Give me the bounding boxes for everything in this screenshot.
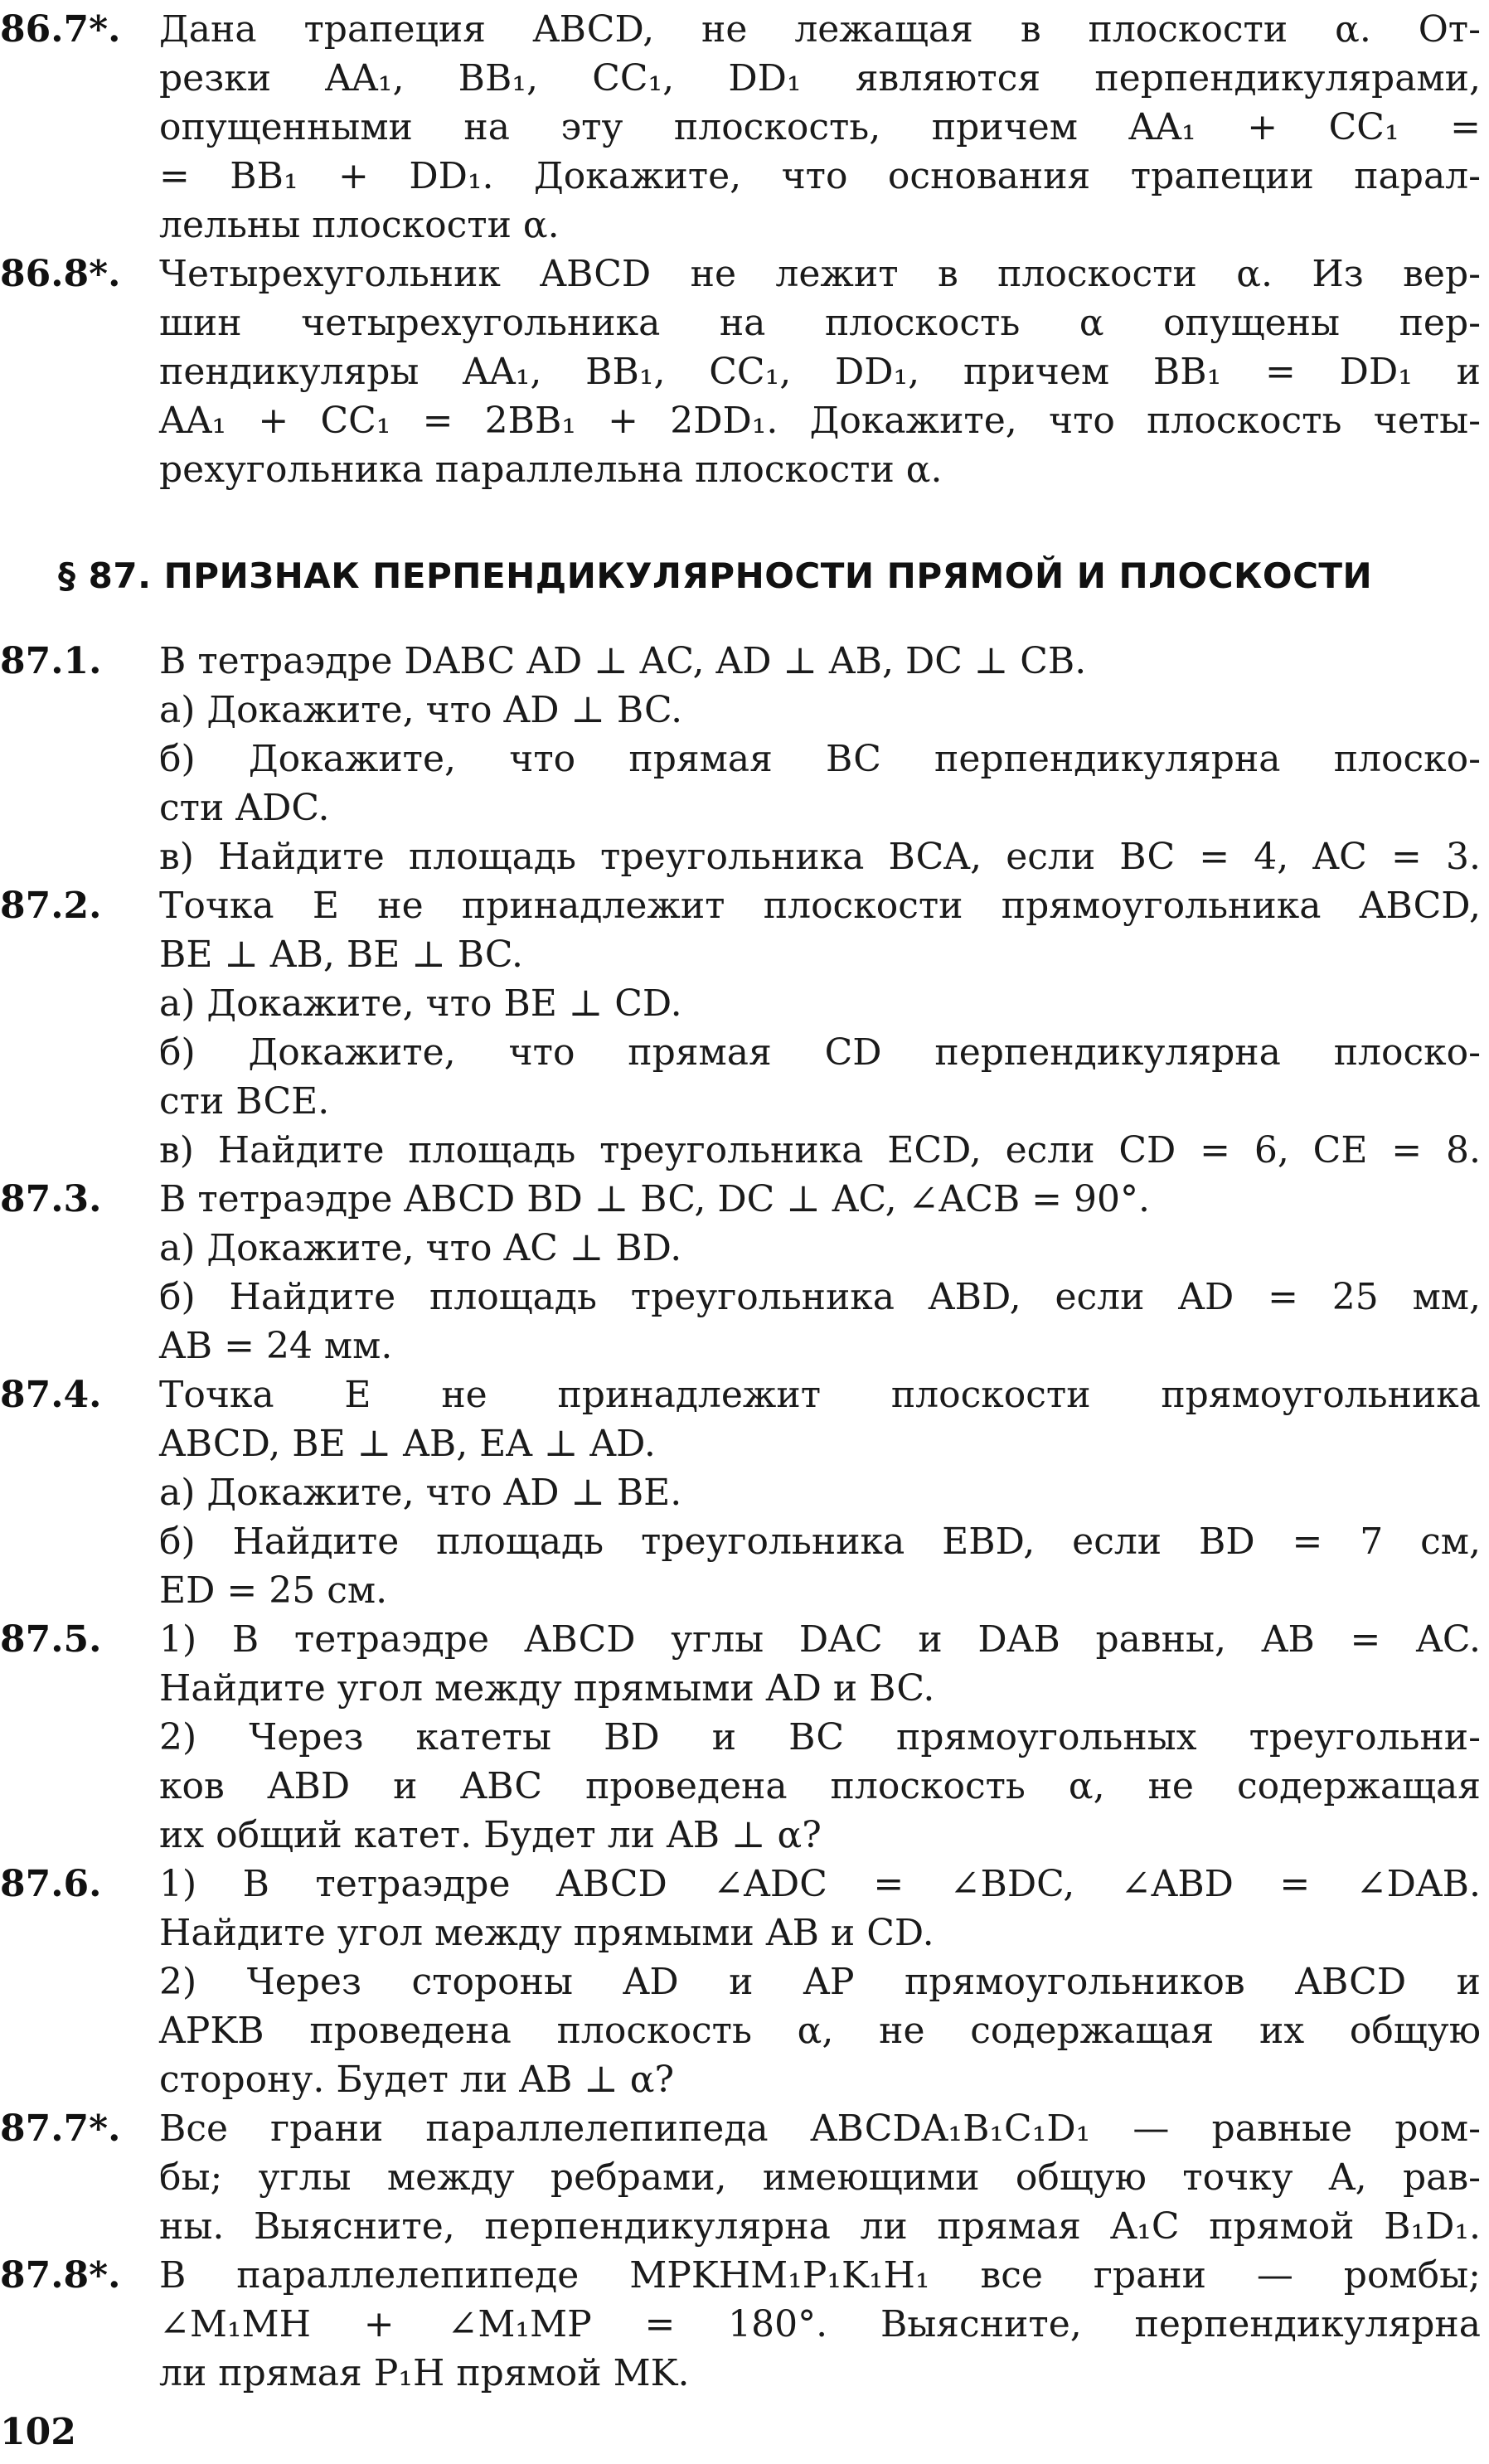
text-line: Найдите угол между прямыми AD и BC.: [159, 1667, 935, 1710]
text-line: б) Докажите, что прямая CD перпендикулярна плоско-: [159, 1031, 1481, 1074]
text-line: пендикуляры AA₁, BB₁, CC₁, DD₁, причем BB₁ = DD₁ и: [159, 351, 1481, 393]
problem-text: [159, 2251, 1481, 2398]
text-line: Все грани параллелепипеда ABCDA₁B₁C₁D₁ — равные ром-: [159, 2107, 1481, 2150]
text-line: BE ⊥ AB, BE ⊥ BC.: [159, 934, 523, 976]
problem-number: 87.3.: [0, 1178, 102, 1220]
problem-number: 87.5.: [0, 1618, 102, 1661]
problem-text: [159, 1860, 1481, 2104]
problem-number: 87.8*.: [0, 2254, 121, 2297]
text-line: ∠M₁MH + ∠M₁MP = 180°. Выясните, перпендикулярна: [159, 2303, 1481, 2345]
text-line: шин четырехугольника на плоскость α опущены пер-: [159, 302, 1481, 344]
text-line: а) Докажите, что AD ⊥ BE.: [159, 1472, 682, 1514]
text-line: сти BCE.: [159, 1080, 330, 1123]
text-line: В параллелепипеде MPKHM₁P₁K₁H₁ все грани — ромбы;: [159, 2254, 1481, 2297]
problem-text: [159, 1370, 1481, 1615]
problem-text: [159, 2104, 1481, 2251]
problem-text: [159, 250, 1481, 494]
text-line: сти ADC.: [159, 787, 330, 829]
text-line: бы; углы между ребрами, имеющими общую точку A, рав-: [159, 2156, 1481, 2199]
text-line: их общий катет. Будет ли AB ⊥ α?: [159, 1814, 822, 1856]
problem-number: 87.7*.: [0, 2107, 121, 2150]
text-line: а) Докажите, что AD ⊥ BC.: [159, 689, 683, 731]
text-line: ны. Выясните, перпендикулярна ли прямая A₁C прямой B₁D₁.: [159, 2205, 1481, 2248]
text-line: 1) В тетраэдре ABCD ∠ADC = ∠BDC, ∠ABD = ∠DAB.: [159, 1863, 1481, 1905]
problem-number: 86.7*.: [0, 8, 121, 51]
text-line: а) Докажите, что BE ⊥ CD.: [159, 982, 682, 1025]
text-line: в) Найдите площадь треугольника BCA, если BC = 4, AC = 3.: [159, 836, 1481, 878]
problem-text: [159, 637, 1481, 881]
problem-text: [159, 1615, 1481, 1860]
text-line: Дана трапеция ABCD, не лежащая в плоскости α. От-: [159, 8, 1481, 51]
text-line: 2) Через стороны AD и AP прямоугольников ABCD и: [159, 1961, 1481, 2003]
text-line: В тетраэдре ABCD BD ⊥ BC, DC ⊥ AC, ∠ACB = 90°.: [159, 1178, 1151, 1220]
text-line: б) Докажите, что прямая BC перпендикулярна плоско-: [159, 738, 1481, 780]
text-line: ABCD, BE ⊥ AB, EA ⊥ AD.: [159, 1423, 656, 1465]
text-line: Точка E не принадлежит плоскости прямоугольника ABCD,: [159, 885, 1481, 927]
text-line: опущенными на эту плоскость, причем AA₁ + CC₁ =: [159, 106, 1481, 148]
text-line: = BB₁ + DD₁. Докажите, что основания трапеции парал-: [159, 155, 1481, 197]
text-line: резки AA₁, BB₁, CC₁, DD₁ являются перпендикулярами,: [159, 57, 1481, 99]
problem-text: [159, 5, 1481, 250]
text-line: В тетраэдре DABC AD ⊥ AC, AD ⊥ AB, DC ⊥ CB.: [159, 640, 1087, 682]
text-line: Четырехугольник ABCD не лежит в плоскости α. Из вер-: [159, 253, 1481, 295]
problem-number: 86.8*.: [0, 253, 121, 295]
problem-number: 87.6.: [0, 1863, 102, 1905]
text-line: б) Найдите площадь треугольника ABD, если AD = 25 мм,: [159, 1276, 1481, 1318]
problem-number: 87.4.: [0, 1374, 102, 1416]
text-line: ков ABD и ABC проведена плоскость α, не содержащая: [159, 1765, 1481, 1807]
text-line: сторону. Будет ли AB ⊥ α?: [159, 2059, 675, 2101]
text-line: рехугольника параллельна плоскости α.: [159, 449, 943, 491]
text-line: APKB проведена плоскость α, не содержащая их общую: [159, 2010, 1481, 2052]
text-line: Точка E не принадлежит плоскости прямоугольника: [159, 1374, 1481, 1416]
text-line: ли прямая P₁H прямой MK.: [159, 2352, 690, 2394]
text-line: а) Докажите, что AC ⊥ BD.: [159, 1227, 682, 1269]
text-line: 2) Через катеты BD и BC прямоугольных треугольни-: [159, 1716, 1481, 1758]
text-line: 1) В тетраэдре ABCD углы DAC и DAB равны, AB = AC.: [159, 1618, 1481, 1661]
text-line: AB = 24 мм.: [159, 1325, 393, 1367]
text-line: Найдите угол между прямыми AB и CD.: [159, 1912, 934, 1954]
text-line: в) Найдите площадь треугольника ECD, если CD = 6, CE = 8.: [159, 1129, 1481, 1171]
text-line: б) Найдите площадь треугольника EBD, если BD = 7 см,: [159, 1521, 1481, 1563]
text-line: AA₁ + CC₁ = 2BB₁ + 2DD₁. Докажите, что плоскость четы-: [159, 400, 1481, 442]
section-title: § 87. ПРИЗНАК ПЕРПЕНДИКУЛЯРНОСТИ ПРЯМОЙ И ПЛОСКОСТИ: [58, 555, 1373, 596]
problem-text: [159, 881, 1481, 1175]
text-line: лельны плоскости α.: [159, 204, 560, 246]
problem-number: 87.1.: [0, 640, 102, 682]
page-number: 102: [0, 2411, 76, 2453]
problem-number: 87.2.: [0, 885, 102, 927]
text-line: ED = 25 см.: [159, 1569, 388, 1612]
problem-text: [159, 1175, 1481, 1370]
